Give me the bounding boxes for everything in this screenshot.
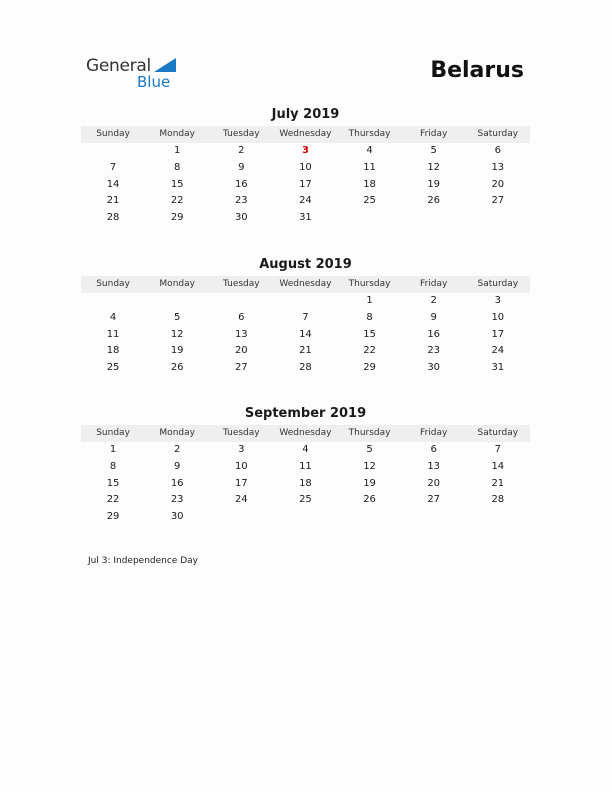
date-cell: 13	[234, 328, 248, 340]
holiday-notes: Jul 3: Independence Day	[88, 556, 198, 566]
date-cell	[338, 509, 402, 526]
country-title: Belarus	[430, 58, 524, 83]
date-cell: 29	[363, 362, 376, 374]
date-cell: 14	[106, 178, 120, 190]
date-cell: 12	[363, 460, 376, 472]
date-cell: 27	[427, 494, 441, 506]
month-calendar-september	[81, 405, 530, 526]
date-cell: 30	[170, 511, 184, 523]
date-cell: 24	[299, 195, 312, 207]
date-cell: 18	[299, 477, 312, 489]
date-cell: 11	[106, 328, 120, 340]
date-cell: 15	[363, 328, 376, 340]
date-cell: 25	[363, 195, 376, 207]
date-cell: 8	[366, 311, 373, 323]
date-cell: 12	[427, 161, 441, 173]
date-cell: 10	[299, 161, 312, 173]
weekday-label: Monday	[159, 428, 195, 438]
week-row	[81, 310, 530, 327]
week-row	[81, 293, 530, 310]
date-cell: 30	[234, 212, 248, 224]
date-cell: 31	[299, 212, 312, 224]
holiday-date-cell: 3	[301, 145, 309, 156]
date-cell: 16	[234, 178, 248, 190]
weekday-header-row	[81, 126, 530, 143]
date-cell: 16	[427, 328, 441, 340]
month-title: August 2019	[259, 257, 352, 272]
date-cell	[209, 293, 273, 310]
week-row	[81, 343, 530, 360]
weekday-header-row	[81, 276, 530, 293]
weekday-label: Wednesday	[279, 279, 332, 289]
date-cell: 20	[234, 345, 248, 357]
date-cell: 21	[491, 477, 505, 489]
week-row	[81, 459, 530, 476]
date-cell	[273, 509, 337, 526]
weekday-label: Thursday	[348, 428, 391, 438]
date-cell: 23	[170, 494, 184, 506]
weekday-label: Saturday	[477, 129, 519, 139]
date-cell: 12	[170, 328, 184, 340]
date-cell: 17	[491, 328, 505, 340]
date-cell: 28	[299, 362, 312, 374]
date-cell: 8	[109, 460, 117, 472]
date-cell	[209, 509, 273, 526]
date-cell: 28	[491, 494, 505, 506]
logo-general-text: General	[86, 56, 151, 76]
week-row	[81, 327, 530, 344]
weekday-label: Wednesday	[279, 129, 332, 139]
logo-triangle-icon	[154, 58, 176, 72]
weekday-label: Monday	[159, 279, 195, 289]
date-cell: 19	[427, 178, 441, 190]
date-cell: 4	[366, 145, 373, 156]
date-cell: 2	[430, 295, 437, 306]
date-cell: 26	[363, 494, 376, 506]
weekday-label: Wednesday	[279, 428, 332, 438]
date-cell: 9	[174, 460, 181, 472]
date-cell: 18	[363, 178, 376, 190]
weekday-label: Tuesday	[223, 129, 260, 139]
date-cell	[145, 293, 209, 310]
week-row	[81, 160, 530, 177]
date-cell	[338, 210, 402, 227]
date-cell: 14	[491, 460, 505, 472]
date-cell: 11	[363, 161, 376, 173]
weekday-label: Saturday	[477, 428, 519, 438]
date-cell: 10	[491, 311, 505, 323]
date-cell: 1	[174, 145, 181, 156]
date-cell: 13	[427, 460, 441, 472]
weekday-label: Friday	[420, 428, 448, 438]
date-cell: 25	[106, 362, 120, 374]
date-cell: 17	[234, 477, 248, 489]
date-cell: 11	[299, 460, 312, 472]
weekday-header-row	[81, 425, 530, 442]
date-cell	[81, 143, 145, 160]
weekday-label: Thursday	[348, 279, 391, 289]
date-cell: 2	[174, 444, 181, 455]
date-cell: 22	[363, 345, 376, 357]
weekday-label: Thursday	[348, 129, 391, 139]
date-cell: 21	[106, 195, 120, 207]
date-cell	[466, 509, 530, 526]
date-cell: 5	[430, 145, 437, 156]
date-cell: 23	[234, 195, 248, 207]
date-cell: 7	[494, 444, 501, 455]
weekday-label: Tuesday	[223, 428, 260, 438]
weekday-label: Sunday	[96, 428, 130, 438]
week-row	[81, 492, 530, 509]
date-cell: 13	[491, 161, 505, 173]
date-cell: 18	[106, 345, 120, 357]
date-cell: 10	[234, 460, 248, 472]
date-cell: 2	[238, 145, 245, 156]
date-cell: 22	[170, 195, 184, 207]
week-row	[81, 476, 530, 493]
date-cell: 26	[427, 195, 441, 207]
date-cell: 31	[491, 362, 505, 374]
month-title: September 2019	[244, 406, 367, 421]
date-cell: 15	[170, 178, 184, 190]
week-row	[81, 177, 530, 194]
date-cell: 4	[109, 311, 117, 323]
date-cell: 26	[170, 362, 184, 374]
date-cell: 8	[174, 161, 181, 173]
date-cell: 27	[234, 362, 248, 374]
date-cell	[402, 210, 466, 227]
date-cell: 25	[299, 494, 312, 506]
date-cell	[402, 509, 466, 526]
date-cell: 1	[366, 295, 373, 306]
weekday-label: Monday	[159, 129, 195, 139]
date-cell: 7	[109, 161, 117, 173]
date-cell: 17	[299, 178, 312, 190]
date-cell	[273, 293, 337, 310]
date-cell: 24	[491, 345, 505, 357]
week-row	[81, 210, 530, 227]
date-cell: 21	[299, 345, 312, 357]
week-row	[81, 360, 530, 377]
logo-blue-text: Blue	[137, 73, 171, 91]
date-cell: 1	[109, 444, 117, 455]
date-cell: 3	[494, 295, 501, 306]
date-cell: 20	[491, 178, 505, 190]
date-cell: 7	[302, 311, 309, 323]
date-cell: 20	[427, 477, 441, 489]
date-cell: 3	[238, 444, 245, 455]
date-cell: 29	[170, 212, 184, 224]
date-cell	[81, 293, 145, 310]
month-calendar-august	[81, 256, 530, 377]
weekday-label: Sunday	[96, 129, 130, 139]
generalblue-logo	[86, 56, 196, 92]
date-cell: 5	[366, 444, 373, 455]
date-cell: 24	[234, 494, 248, 506]
weekday-label: Saturday	[477, 279, 519, 289]
date-cell: 22	[106, 494, 120, 506]
date-cell: 4	[302, 444, 309, 455]
date-cell: 19	[363, 477, 376, 489]
week-row	[81, 442, 530, 459]
weekday-label: Tuesday	[223, 279, 260, 289]
weekday-label: Friday	[420, 129, 448, 139]
week-row	[81, 509, 530, 526]
date-cell: 27	[491, 195, 505, 207]
weekday-label: Sunday	[96, 279, 130, 289]
date-cell: 6	[238, 311, 245, 323]
date-cell: 19	[170, 345, 184, 357]
date-cell	[466, 210, 530, 227]
date-cell: 28	[106, 212, 120, 224]
month-title: July 2019	[271, 107, 340, 122]
date-cell: 14	[299, 328, 312, 340]
date-cell: 6	[430, 444, 437, 455]
date-cell: 9	[430, 311, 437, 323]
date-cell: 5	[174, 311, 181, 323]
date-cell: 23	[427, 345, 441, 357]
date-cell: 6	[494, 145, 501, 156]
date-cell: 30	[427, 362, 441, 374]
date-cell: 9	[238, 161, 245, 173]
weekday-label: Friday	[420, 279, 448, 289]
date-cell: 16	[170, 477, 184, 489]
week-row	[81, 143, 530, 160]
date-cell: 29	[106, 511, 120, 523]
month-calendar-july	[81, 106, 530, 227]
date-cell: 15	[106, 477, 120, 489]
week-row	[81, 193, 530, 210]
